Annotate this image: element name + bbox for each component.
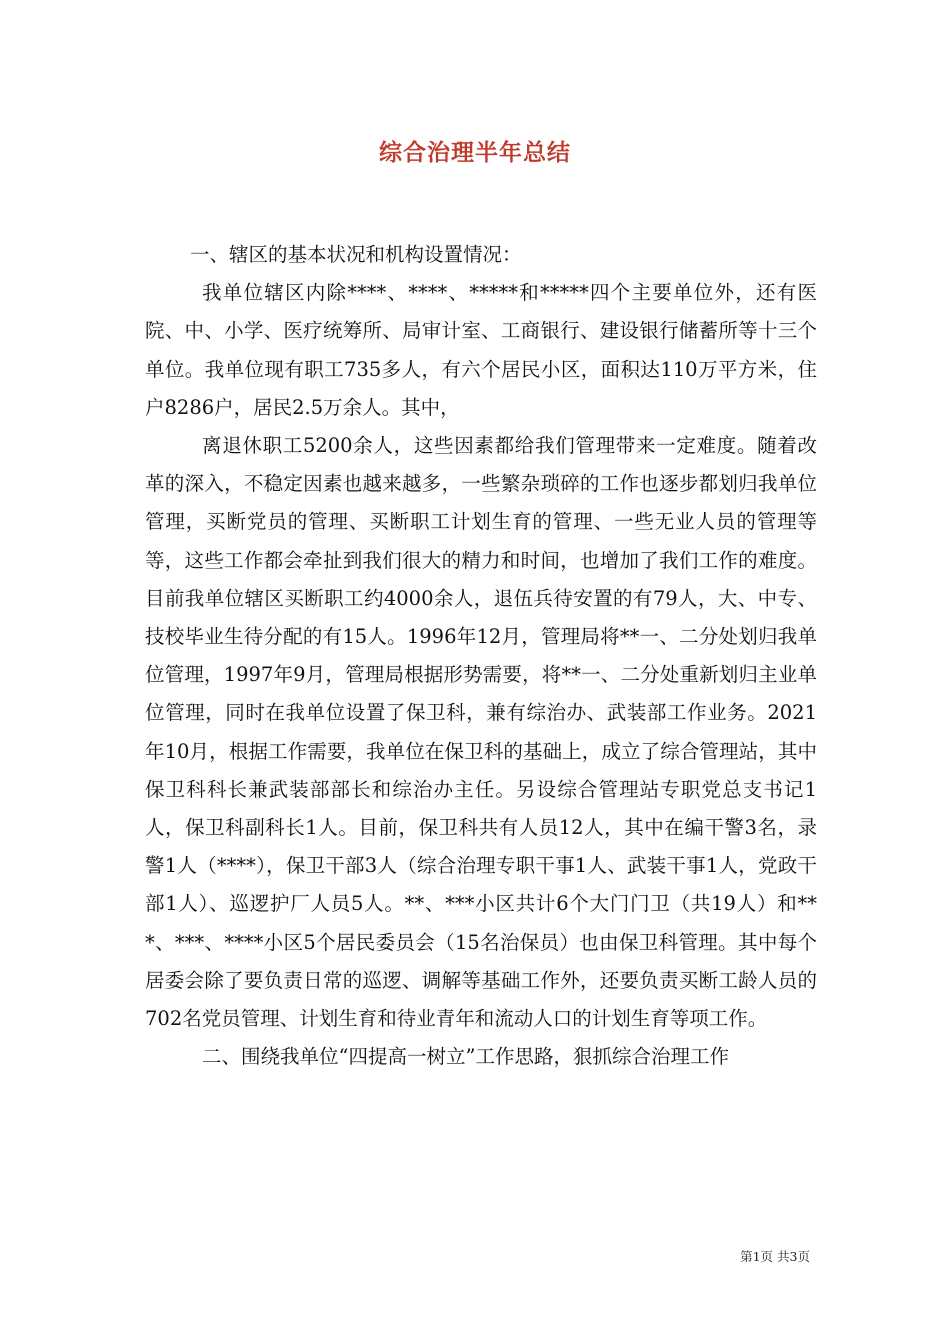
section-heading-1: 一、辖区的基本状况和机构设置情况： <box>190 243 522 266</box>
section-heading-2: 二、围绕我单位“四提高一树立”工作思路，狠抓综合治理工作 <box>202 1045 729 1069</box>
paragraph-1: 我单位辖区内除****、****、*****和*****四个主要单位外，还有医院、中、小学、医疗统筹所、局审计室、工商银行、建设银行储蓄所等十三个单位。我单位现有职工735多人，有六个居民小区，面积达110万平方米，住户8286户，居民2.5万余人。其中， <box>145 281 817 419</box>
paragraph-2: 离退休职工5200余人，这些因素都给我们管理带来一定难度。随着改革的深入，不稳定因素也越来越多，一些繁杂琐碎的工作也逐步都划归我单位管理，买断党员的管理、买断职工计划生育的管理、一些无业人员的管理等等，这些工作都会牵扯到我们很大的精力和时间，也增加了我们工作的难度。目前我单位辖区买断职工约4000余人，退伍兵待安置的有79人，大、中专、技校毕业生待分配的有15人。1996年12月，管理局将**一、二分处划归我单位管理，1997年9月，管理局根据形势需要，将**一、二分处重新划归主业单位管理，同时在我单位设置了保卫科，兼有综治办、武装部工作业务。2021年10月，根据工作需要，我单位在保卫科的基础上，成立了综合管理站，其中保卫科科长兼武装部部长和综治办主任。另设综合管理站专职党总支书记1人，保卫科副科长1人。目前，保卫科共有人员12人，其中在编干警3名，录警1人（****），保卫干部3人（综合治理专职干事1人、武装干事1人，党政干部1人）、巡逻护厂人员5人。**、***小区共计6个大门门卫（共19人）和***、***、****小区5个居民委员会（15名治保员）也由保卫科管理。其中每个居委会除了要负责日常的巡逻、调解等基础工作外，还要负责买断工龄人员的702名党员管理、计划生育和待业青年和流动人口的计划生育等项工作。 <box>145 434 817 1031</box>
page-number: 第1页 共3页 <box>740 1249 810 1264</box>
document-title: 综合治理半年总结 <box>379 139 571 166</box>
document-body <box>145 236 817 1076</box>
